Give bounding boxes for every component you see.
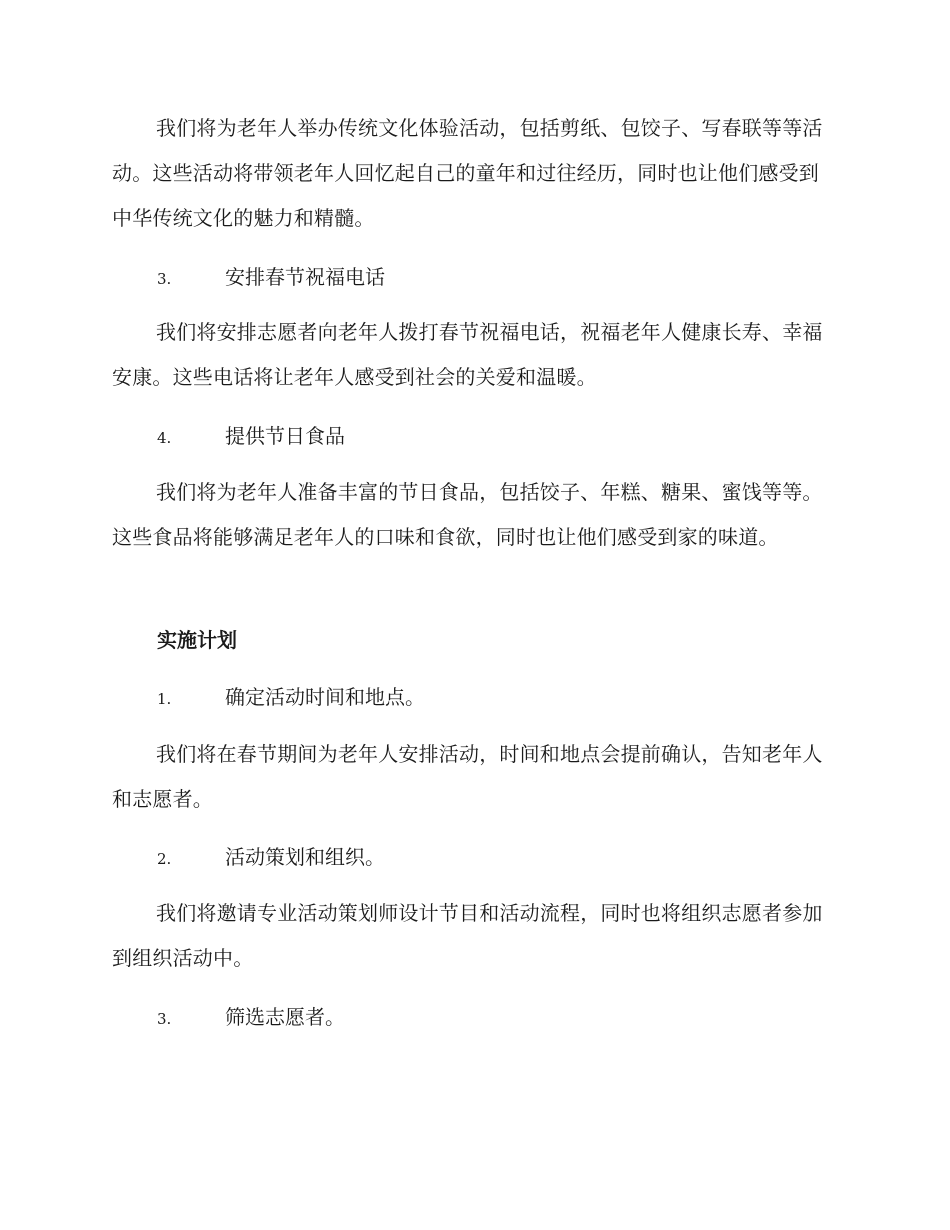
list-item-number: 2.: [157, 850, 172, 868]
list-item-text: 安排春节祝福电话: [225, 265, 385, 289]
list-item-number: 1.: [157, 690, 172, 708]
list-item-time-place: [157, 682, 425, 712]
paragraph-culture-activities: 我们将为老年人举办传统文化体验活动，包括剪纸、包饺子、写春联等等活动。这些活动将带领老年人回忆起自己的童年和过往经历，同时也让他们感受到中华传统文化的魅力和精髓。: [112, 116, 823, 230]
section-heading: 实施计划: [157, 628, 237, 652]
list-item-planning: [157, 842, 385, 872]
list-item-text: 筛选志愿者。: [225, 1005, 345, 1029]
list-item-text: 确定活动时间和地点。: [225, 685, 425, 709]
list-item-text: 提供节日食品: [225, 424, 345, 448]
paragraph-festival-food: 我们将为老年人准备丰富的节日食品，包括饺子、年糕、糖果、蜜饯等等。这些食品将能够满足老年人的口味和食欲，同时也让他们感受到家的味道。: [112, 480, 823, 549]
paragraph-blessing-calls: 我们将安排志愿者向老年人拨打春节祝福电话，祝福老年人健康长寿、幸福安康。这些电话将让老年人感受到社会的关爱和温暖。: [112, 320, 823, 389]
list-item-number: 3.: [157, 1010, 172, 1028]
paragraph-planning: 我们将邀请专业活动策划师设计节目和活动流程，同时也将组织志愿者参加到组织活动中。: [112, 901, 823, 970]
list-item-number: 3.: [157, 270, 172, 288]
list-item-blessing-calls: [157, 262, 385, 292]
list-item-festival-food: [157, 421, 345, 451]
list-item-text: 活动策划和组织。: [225, 845, 385, 869]
paragraph-time-place: 我们将在春节期间为老年人安排活动，时间和地点会提前确认，告知老年人和志愿者。: [112, 742, 823, 811]
list-item-volunteers: [157, 1002, 345, 1032]
list-item-number: 4.: [157, 429, 172, 447]
